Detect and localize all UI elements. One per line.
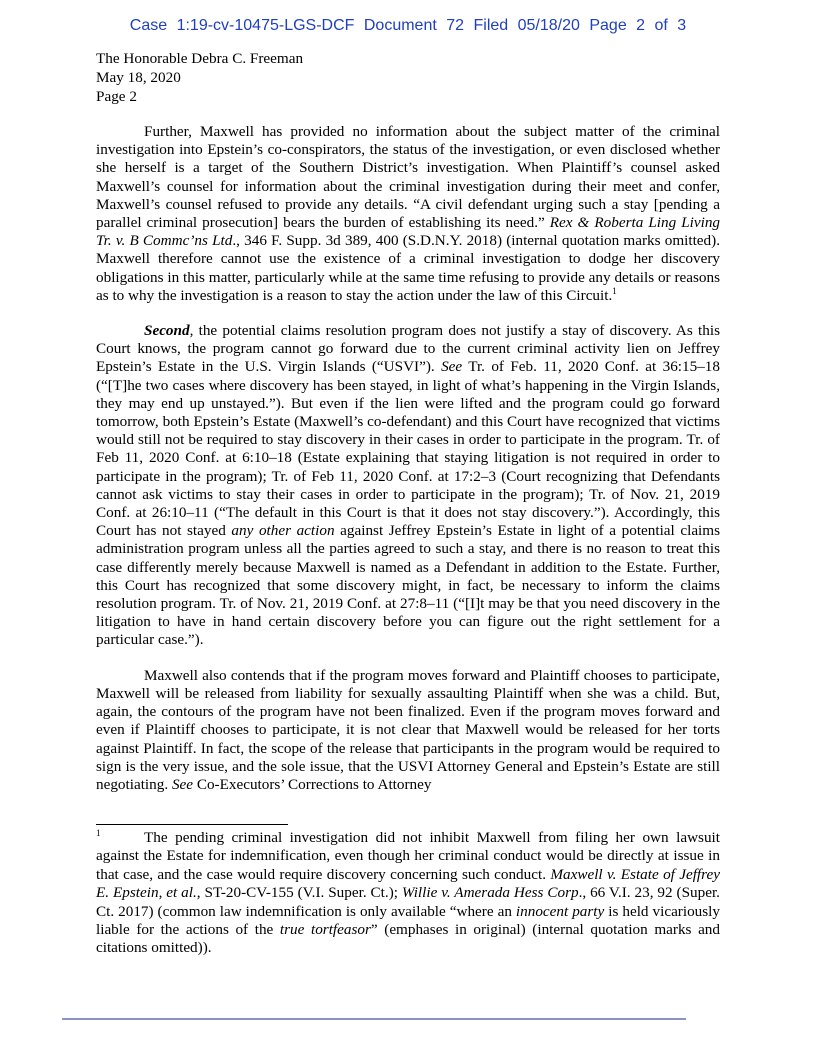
paragraph-criminal-investigation: Further, Maxwell has provided no information about the subject matter of the criminal investigation into Epstein’s co-conspirators, the status of the investigation, or even disclosed whether she herself is a target of the Southern District’s investigation. When Plaintiff’s counsel asked Maxwell’s counsel for information about the criminal investigation during their meet and confer, Maxwell’s counsel refused to provide any details. “A civil defendant urging such a stay [pending a parallel criminal prosecution] bears the burden of establishing its need.” Rex & Roberta Ling Living Tr. v. B Commc’ns Ltd., 346 F. Supp. 3d 389, 400 (S.D.N.Y. 2018) (internal quotation marks omitted). Maxwell therefore cannot use the existence of a criminal investigation to dodge her discovery obligations in this matter, particularly while at the same time refusing to provide any details or reasons as to why the investigation is a reason to stay the action under the law of this Circuit.$^1$ <box>96 123 721 304</box>
second-heading: Second <box>144 322 190 340</box>
footnote-divider <box>96 824 288 825</box>
emphasis-true-tortfeasor: true tortfeasor <box>279 921 371 939</box>
case-citation: Maxwell v. Estate of Jeffrey E. Epstein <box>96 865 720 902</box>
paragraph-claims-program: Second, the potential claims resolution program does not justify a stay of discovery. As this Court knows, the program cannot go forward due to the current criminal activity lien on Jeffrey Epstein’s Estate in the U.S. Virgin Islands (“USVI”). See Tr. of Feb. 11, 2020 Conf. at 36:15–18 (“[T]he two cases where discovery has been stayed, in light of what’s happening in the Virgin Islands, they may end up unstayed.”). But even if the lien were lifted and the program could go forward tomorrow, both Epstein’s Estate (Maxwell’s co-defendant) and this Court have recognized that victims would still not be required to stay discovery in their cases in order to participate in the program. Tr. of Feb 11, 2020 Conf. at 6:10–18 (Estate explaining that staying litigation is not required in order to participate in the program); Tr. of Feb 11, 2020 Conf. at 17:2–3 (Court recognizing that Defendants cannot ask victims to stay their cases in order to participate in the program); Tr. of Nov. 21, 2019 Conf. at 26:10–11 (“The default in this Court is that it does not stay discovery.”). Accordingly, this Court has not stayed any other action against Jeffrey Epstein’s Estate in light of a potential claims administration program unless all the parties agreed to such a stay, and there is no reason to treat this case differently merely because Maxwell is named as a Defendant in addition to the Estate. Further, this Court has recognized that some discovery might, in fact, be necessary to inform the claims resolution program. Tr. of Nov. 21, 2019 Conf. at 27:8–11 (“[I]t may be that you need discovery in the litigation to have in hand certain discovery before you can figure out the right settlement for a particular case.”). <box>96 322 721 649</box>
paragraph-release-liability: Maxwell also contends that if the program moves forward and Plaintiff chooses to participate, Maxwell will be released from liability for sexually assaulting Plaintiff when she was a child. But, again, the contours of the program have not been finalized. Even if the program moves forward and even if Plaintiff chooses to participate, it is not clear that Maxwell would be released for her torts against Plaintiff. In fact, the scope of the release that participants in the program would be required to sign is the very issue, and the sole issue, that the USVI Attorney General and Epstein’s Estate are still negotiating. See Co-Executors’ Corrections to Attorney <box>96 666 720 793</box>
footnote: 1 The pending criminal investigation did not inhibit Maxwell from filing her own lawsuit against the Estate for indemnification, even though her criminal conduct would be directly at issue in that case, and the case would require discovery concerning such conduct. Maxwell v. Estate of Jeffrey E. Epstein, et al., ST-20-CV-155 (V.I. Super. Ct.); Willie v. Amerada Hess Corp., 66 V.I. 23, 92 (Super. Ct. 2017) (common law indemnification is only available “where an innocent party is held vicariously liable for the actions of the true tortfeasor” (emphases in original) (internal quotation marks and citations omitted)). <box>96 828 721 957</box>
case-citation: Willie v. Amerada Hess Corp <box>401 884 579 902</box>
emphasis-any-other-action: any other action <box>231 522 335 540</box>
case-number: Case 1:19-cv-10475-LGS-DCF <box>129 17 355 34</box>
letter-page-number: Page 2 <box>96 88 137 105</box>
case-citation: Rex & Roberta Ling Living Tr. v. B Commc’ns Ltd <box>96 214 721 250</box>
see-signal: See <box>441 358 463 376</box>
letter-addressee <box>96 49 303 106</box>
letter-date: May 18, 2020 <box>96 69 181 86</box>
letter-body <box>96 123 720 811</box>
ecf-header <box>0 17 816 35</box>
page-indicator: Page 2 of 3 <box>589 17 687 34</box>
see-signal: See <box>171 775 194 793</box>
et-al: et al. <box>166 884 197 902</box>
page-bottom-rule <box>62 1018 686 1020</box>
emphasis-innocent-party: innocent party <box>515 902 605 920</box>
document-number: Document 72 <box>363 17 465 34</box>
filed-date: Filed 05/18/20 <box>473 17 580 34</box>
addressee-name: The Honorable Debra C. Freeman <box>96 50 304 67</box>
footnote-reference: 1 <box>612 285 617 296</box>
